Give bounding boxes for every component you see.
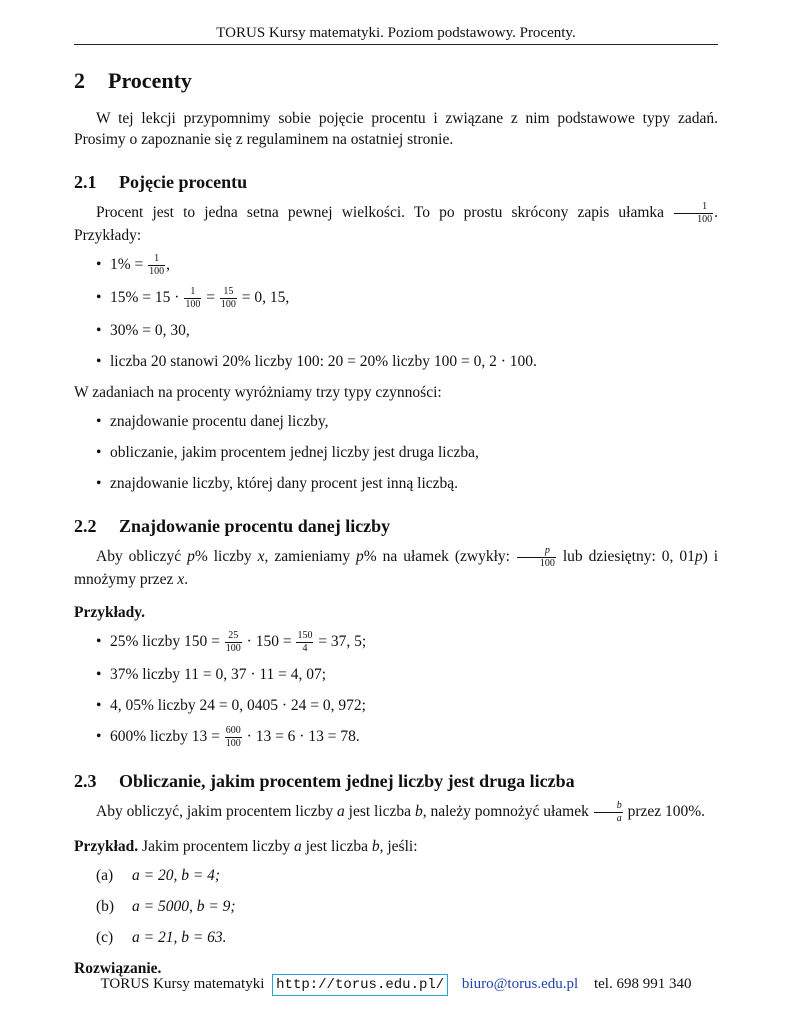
types-intro: W zadaniach na procenty wyróżniamy trzy typy czynności:	[74, 384, 442, 401]
list-item: • znajdowanie procentu danej liczby,	[74, 411, 718, 432]
section-title: Procenty	[108, 68, 192, 93]
fraction: $\frac{1}{100}$	[674, 202, 713, 225]
examples-heading: Przykłady.	[74, 604, 146, 621]
method-paragraph: Aby obliczyć, jakim procentem liczby a jest liczba b, należy pomnożyć ułamek $\frac{b}{a}$ przez 100%.	[96, 800, 706, 824]
fraction: $\frac{p}{100}$	[517, 546, 556, 569]
fraction: $\frac{25}{100}$	[225, 630, 241, 654]
header-rule	[74, 44, 718, 45]
calculation-examples-list	[74, 631, 718, 749]
fraction: $\frac{600}{100}$	[225, 725, 241, 749]
fraction: $\frac{b}{a}$	[594, 801, 623, 824]
footer-phone: tel. 698 991 340	[593, 976, 692, 992]
subsection-title: Obliczanie, jakim procentem jednej liczby jest druga liczba	[119, 771, 575, 791]
method-paragraph: Aby obliczyć p% liczby x, zamieniamy p% na ułamek (zwykły: $\frac{p}{100}$ lub dziesiętny: 0, 01p) i mnożymy przez x.	[74, 545, 719, 588]
section-number: 2	[74, 68, 85, 93]
list-item: (a) a = 20, b = 4;	[96, 867, 221, 884]
list-item: • obliczanie, jakim procentem jednej liczby jest druga liczba,	[74, 442, 718, 463]
list-item: • 4, 05% liczby 24 = 0, 0405 · 24 = 0, 972;	[74, 695, 718, 716]
email-link[interactable]: biuro@torus.edu.pl	[461, 976, 579, 992]
list-item: (c) a = 21, b = 63.	[96, 929, 227, 946]
definition-paragraph: Procent jest to jedna setna pewnej wielkości. To po prostu skrócony zapis ułamka $\frac{1}{100}$ . Przykłady:	[74, 201, 718, 244]
website-link[interactable]: http://torus.edu.pl/	[272, 974, 448, 996]
document-body	[74, 66, 718, 979]
types-list	[74, 411, 718, 494]
example-question: Przykład. Jakim procentem liczby a jest liczba b, jeśli:	[74, 838, 418, 855]
list-item: • znajdowanie liczby, której dany procent jest inną liczbą.	[74, 473, 718, 494]
subsection-number: 2.3	[74, 771, 97, 791]
subsection-title: Pojęcie procentu	[119, 172, 248, 192]
list-item: • 15% = 15 · $\frac{1}{100}$ = $\frac{15}{100}$ = 0, 15,	[74, 287, 718, 310]
footer-brand: TORUS Kursy matematyki	[100, 976, 265, 992]
section-heading	[74, 66, 718, 96]
fraction: $\frac{1}{100}$	[149, 253, 165, 277]
section-intro: W tej lekcji przypomnimy sobie pojęcie procentu i związane z nim podstawowe typy zadań. Prosimy o zapoznanie się z regulaminem na ostatniej stronie.	[74, 110, 718, 148]
list-item: • 1% = $\frac{1}{100}$ ,	[74, 254, 718, 277]
fraction: $\frac{150}{4}$	[297, 630, 313, 654]
list-item: • liczba 20 stanowi 20% liczby 100: 20 = 20% liczby 100 = 0, 2 · 100.	[74, 351, 718, 372]
subsection-number: 2.1	[74, 172, 97, 192]
example-cases-list	[74, 865, 718, 948]
fraction: $\frac{15}{100}$	[220, 286, 236, 310]
page-header: TORUS Kursy matematyki. Poziom podstawowy. Procenty.	[216, 25, 576, 41]
percent-examples-list	[74, 254, 718, 372]
fraction: $\frac{1}{100}$	[185, 286, 201, 310]
subsection-title: Znajdowanie procentu danej liczby	[119, 516, 391, 536]
page-footer	[74, 974, 718, 996]
list-item: • 37% liczby 11 = 0, 37 · 11 = 4, 07;	[74, 664, 718, 685]
subsection-heading-2-3	[74, 769, 718, 793]
subsection-heading-2-1	[74, 170, 718, 194]
subsection-heading-2-2	[74, 514, 718, 538]
list-item: (b) a = 5000, b = 9;	[96, 898, 236, 915]
subsection-number: 2.2	[74, 516, 97, 536]
solution-heading: Rozwiązanie.	[74, 960, 162, 977]
list-item: • 30% = 0, 30,	[74, 320, 718, 341]
list-item: • 600% liczby 13 = $\frac{600}{100}$ · 13 = 6 · 13 = 78.	[74, 726, 718, 749]
list-item: • 25% liczby 150 = $\frac{25}{100}$ · 150 = $\frac{150}{4}$ = 37, 5;	[74, 631, 718, 654]
